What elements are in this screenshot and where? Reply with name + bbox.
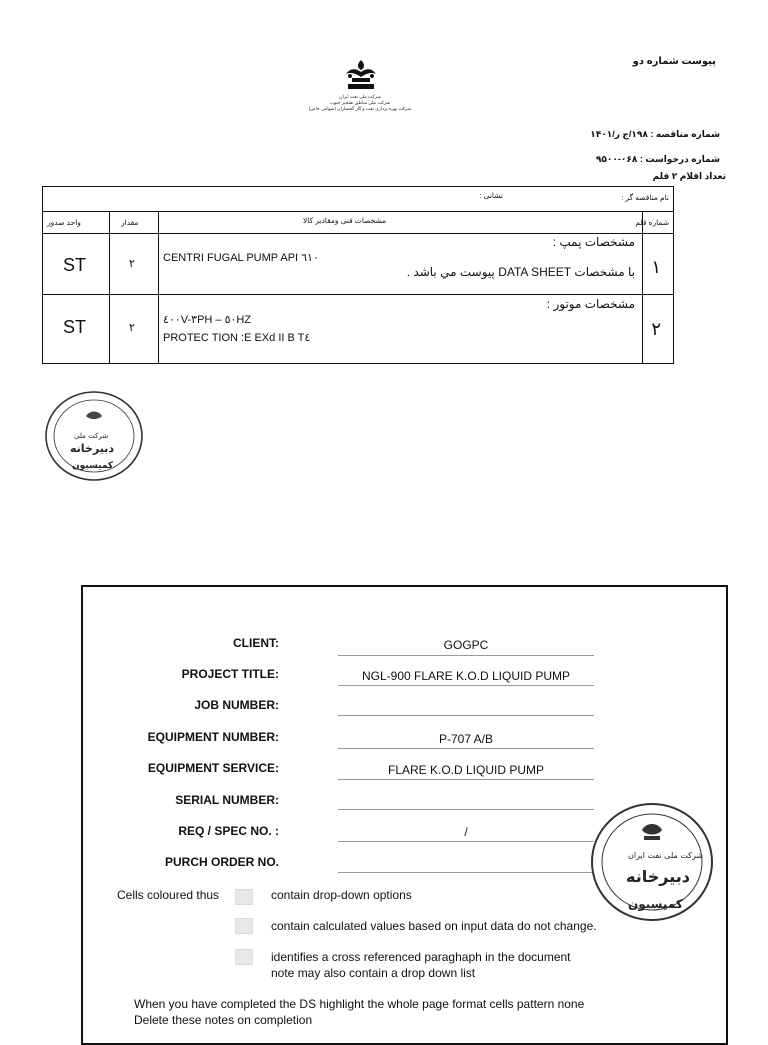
svg-text:شرکت ملی نفت ایران: شرکت ملی نفت ایران — [628, 851, 704, 860]
attachment-title: پیوست شماره دو — [632, 56, 716, 67]
svg-text:کمیسیون: کمیسیون — [72, 461, 114, 471]
svg-text:کمیسیون: کمیسیون — [628, 897, 683, 911]
col-specs: مشخصات فنی ومقادیر کالا — [303, 216, 387, 225]
svg-text:شرکت ملی: شرکت ملی — [74, 432, 109, 440]
dropdown-swatch — [235, 889, 253, 905]
project-title-value: NGL-900 FLARE K.O.D LIQUID PUMP — [361, 669, 571, 683]
secretariat-stamp-image — [584, 796, 720, 928]
company-line: شرکت بهره برداری نفت و گاز گچساران (سهامی خاص) — [308, 106, 412, 111]
secretariat-stamp-image — [38, 386, 150, 486]
svg-text:دبیرخانه: دبیرخانه — [626, 867, 690, 886]
bidder-name-label: نام مناقصه گر : — [621, 193, 669, 202]
calculated-swatch — [235, 918, 253, 934]
cells-coloured-label: Cells coloured thus — [117, 888, 220, 902]
row1-qty: ۲ — [129, 258, 135, 270]
row2-spec-line2: PROTEC TION :E EXd II B T٤ — [163, 332, 311, 344]
legend-dropdown-list: note may also contain a drop down list — [271, 966, 476, 980]
row2-spec-title: مشخصات موتور : — [546, 297, 635, 311]
row1-spec-line1: CENTRI FUGAL PUMP API ٦١٠ — [163, 252, 319, 264]
col-qty: مقدار — [121, 218, 139, 227]
request-number: شماره درخواست : ۰۶۸-۹۵۰۰ — [595, 154, 720, 164]
legend-cross-ref: identifies a cross referenced paraghaph in the document — [271, 950, 571, 964]
equipment-number-value: P-707 A/B — [438, 732, 494, 746]
col-item-no: شماره قلم — [635, 218, 669, 227]
job-number-label: JOB NUMBER: — [194, 698, 279, 712]
project-title-label: PROJECT TITLE: — [181, 667, 279, 681]
row2-item-no: ۲ — [651, 319, 661, 339]
row2-qty: ۲ — [129, 322, 135, 334]
equipment-service-value: FLARE K.O.D LIQUID PUMP — [387, 763, 545, 777]
equipment-number-label: EQUIPMENT NUMBER: — [147, 730, 279, 744]
nioc-logo-icon — [340, 58, 382, 92]
company-name-lines — [300, 94, 420, 112]
legend-dropdown: contain drop-down options — [271, 888, 412, 902]
col-unit: واحد صدور — [47, 218, 81, 227]
footer-note-highlight: When you have completed the DS highlight the whole page format cells pattern none — [134, 997, 585, 1011]
legend-calculated: contain calculated values based on input data do not change. — [271, 919, 597, 933]
company-line: شرکت ملی نفت ایران — [339, 94, 381, 99]
client-label: CLIENT: — [233, 636, 279, 650]
row1-item-no: ۱ — [651, 257, 661, 277]
row1-spec-title: مشخصات پمپ : — [552, 235, 635, 249]
row2-spec-line1: ٤٠٠V-٣PH – ٥٠HZ — [163, 314, 252, 326]
svg-text:دبیرخانه: دبیرخانه — [70, 442, 114, 455]
items-table — [42, 186, 674, 364]
company-line: شرکت ملی مناطق نفتخیز جنوب — [329, 100, 391, 105]
client-value: GOGPC — [443, 638, 489, 652]
req-spec-value: / — [464, 825, 468, 839]
serial-number-label: SERIAL NUMBER: — [175, 793, 279, 807]
row1-unit: ST — [63, 255, 87, 275]
address-label: نشانی : — [479, 191, 503, 200]
row2-unit: ST — [63, 317, 87, 337]
cross-ref-swatch — [235, 949, 253, 965]
footer-note-delete: Delete these notes on completion — [134, 1013, 313, 1027]
row1-spec-line2: با مشخصات DATA SHEET پیوست مي باشد . — [406, 265, 635, 279]
equipment-service-label: EQUIPMENT SERVICE: — [147, 761, 279, 775]
purch-order-label: PURCH ORDER NO. — [164, 855, 279, 869]
tender-number: شماره مناقصه : ۱۹۸/ج ر/۱۴۰۱ — [590, 129, 720, 139]
items-count: تعداد اقلام ۲ قلم — [652, 171, 726, 181]
req-spec-label: REQ / SPEC NO. : — [178, 824, 279, 838]
